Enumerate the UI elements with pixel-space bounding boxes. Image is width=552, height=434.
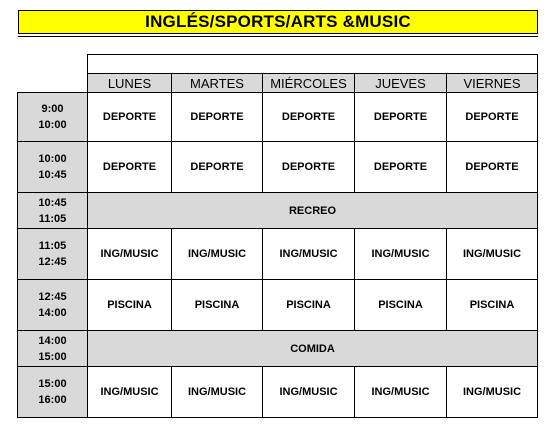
activity-cell: ING/MUSIC (263, 229, 355, 280)
start-time: 11:05 (38, 240, 67, 252)
start-time: 14:00 (38, 334, 67, 347)
start-time: 15:00 (38, 378, 67, 390)
table-row (18, 142, 538, 193)
time-slot (18, 331, 88, 367)
activity-cell: DEPORTE (263, 93, 355, 142)
activity-cell: ING/MUSIC (88, 229, 172, 280)
break-row (18, 331, 538, 367)
end-time: 14:00 (38, 307, 67, 319)
break-cell: RECREO (88, 193, 538, 229)
start-time: 12:45 (38, 291, 67, 303)
start-time: 10:00 (38, 153, 67, 165)
title-underline (18, 36, 538, 37)
activity-cell: DEPORTE (447, 142, 538, 193)
schedule-title: INGLÉS/SPORTS/ARTS &MUSIC (18, 10, 538, 34)
activity-cell: ING/MUSIC (355, 367, 447, 418)
activity-cell: DEPORTE (263, 142, 355, 193)
end-time: 10:00 (38, 119, 67, 131)
activity-cell: ING/MUSIC (447, 367, 538, 418)
spacer-row (18, 55, 538, 74)
time-slot (18, 367, 88, 418)
activity-cell: DEPORTE (355, 93, 447, 142)
activity-cell: PISCINA (355, 280, 447, 331)
end-time: 10:45 (38, 169, 67, 181)
break-row (18, 193, 538, 229)
day-header: MARTES (172, 74, 263, 93)
break-cell: COMIDA (88, 331, 538, 367)
time-slot (18, 193, 88, 229)
end-time: 12:45 (38, 256, 67, 268)
activity-cell: ING/MUSIC (172, 229, 263, 280)
end-time: 11:05 (38, 212, 67, 225)
day-header: JUEVES (355, 74, 447, 93)
day-header-row (18, 74, 538, 93)
time-slot (18, 142, 88, 193)
table-row (18, 93, 538, 142)
time-slot (18, 93, 88, 142)
activity-cell: DEPORTE (447, 93, 538, 142)
activity-cell: DEPORTE (88, 93, 172, 142)
activity-cell: ING/MUSIC (447, 229, 538, 280)
activity-cell: DEPORTE (172, 142, 263, 193)
activity-cell: PISCINA (172, 280, 263, 331)
day-header: LUNES (88, 74, 172, 93)
activity-cell: ING/MUSIC (88, 367, 172, 418)
day-header: VIERNES (447, 74, 538, 93)
corner-cell (18, 74, 88, 93)
time-slot (18, 229, 88, 280)
table-row (18, 280, 538, 331)
table-row (18, 229, 538, 280)
activity-cell: ING/MUSIC (263, 367, 355, 418)
end-time: 16:00 (38, 394, 67, 406)
activity-cell: ING/MUSIC (172, 367, 263, 418)
day-header: MIÉRCOLES (263, 74, 355, 93)
activity-cell: DEPORTE (88, 142, 172, 193)
table-row (18, 367, 538, 418)
start-time: 9:00 (41, 103, 64, 115)
activity-cell: DEPORTE (355, 142, 447, 193)
activity-cell: PISCINA (447, 280, 538, 331)
activity-cell: PISCINA (263, 280, 355, 331)
activity-cell: ING/MUSIC (355, 229, 447, 280)
schedule-table (17, 54, 538, 418)
start-time: 10:45 (38, 196, 67, 209)
corner-cell (18, 55, 88, 74)
activity-cell: PISCINA (88, 280, 172, 331)
activity-cell: DEPORTE (172, 93, 263, 142)
end-time: 15:00 (38, 350, 67, 363)
blank-header-cell (88, 55, 538, 74)
time-slot (18, 280, 88, 331)
